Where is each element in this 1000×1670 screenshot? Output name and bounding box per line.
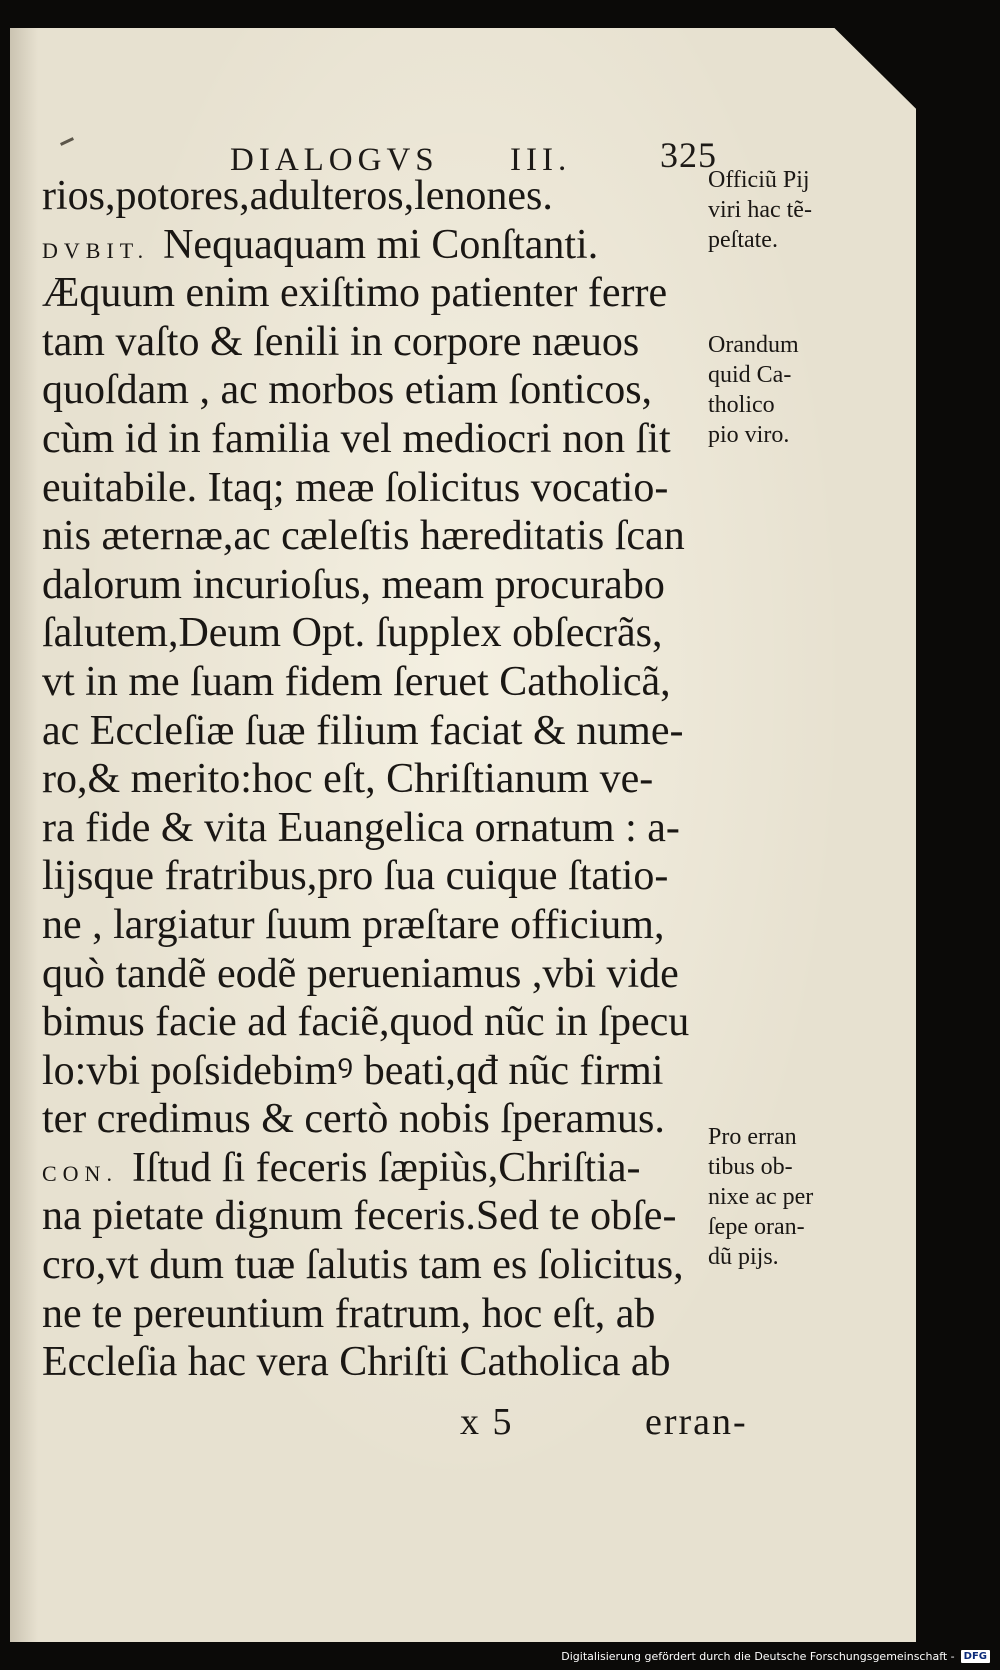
margin-note-line: Pro erran <box>708 1124 797 1150</box>
line-text: Eccleſia hac vera Chriſti Catholica ab <box>42 1339 671 1386</box>
line-text: cro,vt dum tuæ ſalutis tam es ſolicitus, <box>42 1242 684 1289</box>
digitization-footer <box>561 1648 990 1664</box>
body-text <box>42 172 742 1387</box>
text-line <box>42 755 742 804</box>
line-text: na pietate dignum feceris.Sed te obſe- <box>42 1193 677 1240</box>
margin-note-line: Officiũ Pij <box>708 167 810 193</box>
text-line <box>42 950 742 999</box>
line-text: dalorum incurioſus, meam procurabo <box>42 561 665 608</box>
line-text: quò tandẽ eodẽ perueniamus ,vbi vide <box>42 950 679 997</box>
margin-note-line: tholico <box>708 392 775 418</box>
text-line <box>42 561 742 610</box>
line-text: ro,& merito:hoc eſt, Chriſtianum ve- <box>42 756 654 803</box>
footer-credit: Digitalisierung gefördert durch die Deutsche Forschungsgemeinschaft - <box>561 1649 955 1663</box>
line-text: ſalutem,Deum Opt. ſupplex obſecrãs, <box>42 610 663 657</box>
text-line <box>42 512 742 561</box>
line-text: ter credimus & certò nobis ſperamus. <box>42 1096 665 1143</box>
header-section: III. <box>510 142 572 178</box>
line-text: vt in me ſuam fidem ſeruet Catholicã, <box>42 658 671 705</box>
text-line <box>42 852 742 901</box>
text-line <box>42 707 742 756</box>
text-line <box>42 998 742 1047</box>
text-line <box>42 1192 742 1241</box>
signature-mark: x 5 <box>460 1401 514 1443</box>
text-line <box>42 318 742 367</box>
text-line <box>42 804 742 853</box>
text-line <box>42 415 742 464</box>
text-line <box>42 901 742 950</box>
dfg-logo-icon: DFG <box>961 1650 990 1663</box>
header-title: DIALOGVS <box>230 142 439 178</box>
line-text: ne te pereuntium fratrum, hoc eſt, ab <box>42 1290 656 1337</box>
catchword: erran- <box>645 1401 748 1443</box>
margin-note-line: Orandum <box>708 332 799 358</box>
text-line <box>42 366 742 415</box>
line-text: nis æternæ,ac cæleſtis hæreditatis ſcan <box>42 513 685 560</box>
margin-note-line: viri hac tẽ- <box>708 197 812 223</box>
line-text: cùm id in familia vel mediocri non ſit <box>42 415 671 462</box>
line-text: lijsque fratribus,pro ſua cuique ſtatio- <box>42 853 669 900</box>
margin-note-line: dũ pijs. <box>708 1244 779 1270</box>
text-line <box>42 658 742 707</box>
margin-note-line: peſtate. <box>708 227 778 253</box>
margin-note <box>708 165 913 255</box>
text-line <box>42 1241 742 1290</box>
line-text: quoſdam , ac morbos etiam ſonticos, <box>42 367 653 414</box>
line-text: ac Eccleſiæ ſuæ filium faciat & nume- <box>42 707 684 754</box>
text-line <box>42 1290 742 1339</box>
text-line <box>42 1095 742 1144</box>
line-text: ne , largiatur ſuum præſtare officium, <box>42 901 665 948</box>
line-text: lo:vbi poſsidebimꝰ beati,qđ nũc firmi <box>42 1047 664 1094</box>
text-line <box>42 609 742 658</box>
text-line <box>42 1047 742 1096</box>
page-number: 325 <box>660 135 717 175</box>
text-line <box>42 464 742 513</box>
line-text: ra fide & vita Euangelica ornatum : a- <box>42 804 680 851</box>
margin-note-line: pio viro. <box>708 422 790 448</box>
margin-note-line: quid Ca- <box>708 362 792 388</box>
text-line <box>42 269 742 318</box>
text-line <box>42 1338 742 1387</box>
line-text: Æquum enim exiſtimo patienter ferre <box>42 270 668 317</box>
margin-note <box>708 1122 913 1272</box>
margin-note-line: tibus ob- <box>708 1154 793 1180</box>
speaker-label: DVBIT. <box>42 237 150 263</box>
line-text: euitabile. Itaq; meæ ſolicitus vocatio- <box>42 464 669 511</box>
speaker-label: CON. <box>42 1160 118 1186</box>
text-line <box>42 1144 742 1193</box>
text-line <box>42 172 742 221</box>
line-text: Nequaquam mi Conſtanti. <box>163 221 599 268</box>
line-text: rios,potores,adulteros,lenones. <box>42 173 553 219</box>
line-text: bimus facie ad faciẽ,quod nũc in ſpecu <box>42 999 690 1046</box>
text-line <box>42 221 742 270</box>
line-text: Iſtud ſi feceris ſæpiùs,Chriſtia- <box>131 1144 641 1191</box>
margin-note-line: ſepe oran- <box>708 1214 805 1240</box>
line-text: tam vaſto & ſenili in corpore næuos <box>42 318 640 365</box>
margin-note-line: nixe ac per <box>708 1184 814 1210</box>
margin-note <box>708 330 913 450</box>
